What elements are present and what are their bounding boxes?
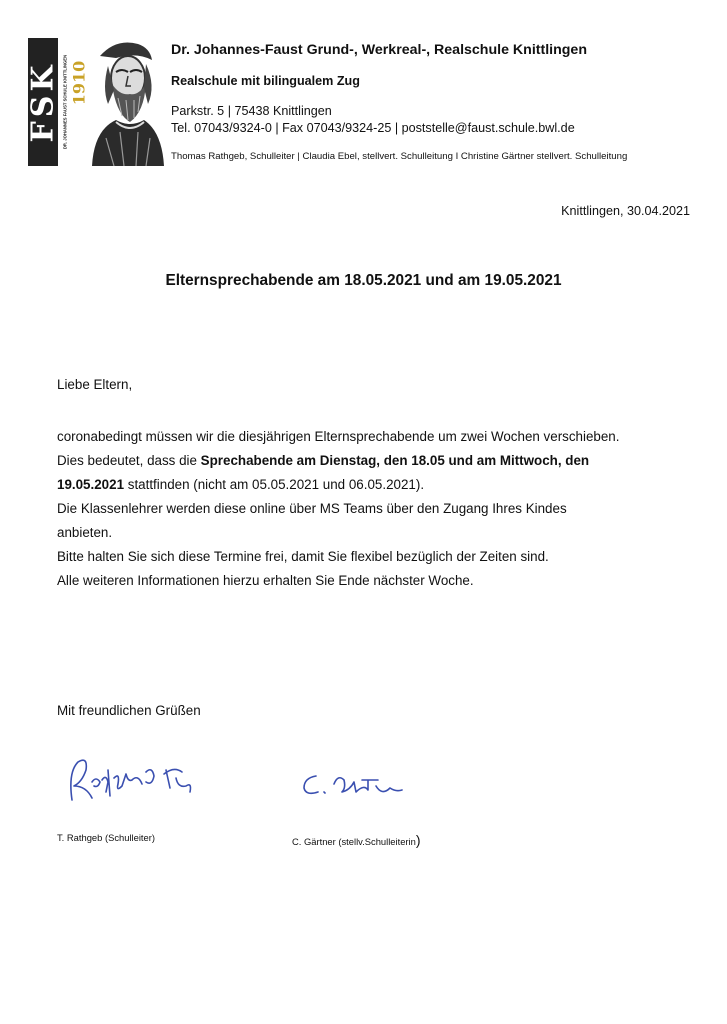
faust-portrait-image — [86, 38, 166, 166]
body-line-2-bold: Sprechabende am Dienstag, den 18.05 und am Mittwoch, den — [200, 453, 590, 468]
logo-year — [71, 38, 87, 128]
logo-year-text: 1910 — [69, 60, 89, 106]
signature-name-right-text: C. Gärtner (stellv.Schulleiterin — [292, 836, 416, 847]
signature-name-right — [292, 832, 421, 848]
body-line-3-text: stattfinden (nicht am 05.05.2021 und 06.05.2021). — [124, 477, 425, 492]
logo-subline — [60, 38, 70, 166]
body-line-2-text: Dies bedeutet, dass die — [57, 453, 201, 468]
school-subtitle: Realschule mit bilingualem Zug — [171, 74, 360, 88]
school-name: Dr. Johannes-Faust Grund-, Werkreal-, Realschule Knittlingen — [171, 42, 587, 58]
letter-title: Elternsprechabende am 18.05.2021 und am 19.05.2021 — [165, 272, 562, 289]
body-line-4: Die Klassenlehrer werden diese online über MS Teams über den Zugang Ihres Kindes — [57, 501, 567, 516]
body-line-2 — [57, 449, 589, 473]
body-line-5: anbieten. — [57, 525, 113, 540]
school-staff: Thomas Rathgeb, Schulleiter | Claudia Ebel, stellvert. Schulleitung I Christine Gärtner stellvert. Schulleitung — [171, 151, 628, 162]
signature-name-right-paren: ) — [415, 832, 421, 848]
school-address: Parkstr. 5 | 75438 Knittlingen — [171, 104, 332, 118]
body-line-6: Bitte halten Sie sich diese Termine frei, damit Sie flexibel bezüglich der Zeiten sind. — [57, 549, 549, 564]
body-line-1: coronabedingt müssen wir die diesjährigen Elternsprechabende um zwei Wochen verschieben. — [57, 429, 620, 444]
letter-date: Knittlingen, 30.04.2021 — [561, 204, 690, 218]
logo-letters — [25, 38, 61, 166]
logo-subline-text: DR. JOHANNES FAUST SCHULE KNITTLINGEN — [62, 54, 68, 150]
signature-name-left: T. Rathgeb (Schulleiter) — [57, 832, 155, 843]
school-contact: Tel. 07043/9324-0 | Fax 07043/9324-25 | poststelle@faust.schule.bwl.de — [171, 121, 575, 135]
body-line-3-bold: 19.05.2021 — [57, 477, 125, 492]
body-line-3 — [57, 473, 424, 497]
closing: Mit freundlichen Grüßen — [57, 703, 201, 718]
signature-rathgeb — [62, 752, 202, 808]
school-logo — [25, 38, 166, 166]
logo-letters-text: FSK — [25, 61, 61, 143]
body-line-7: Alle weiteren Informationen hierzu erhalten Sie Ende nächster Woche. — [57, 573, 474, 588]
signature-gaertner — [298, 762, 408, 806]
salutation: Liebe Eltern, — [57, 377, 133, 392]
